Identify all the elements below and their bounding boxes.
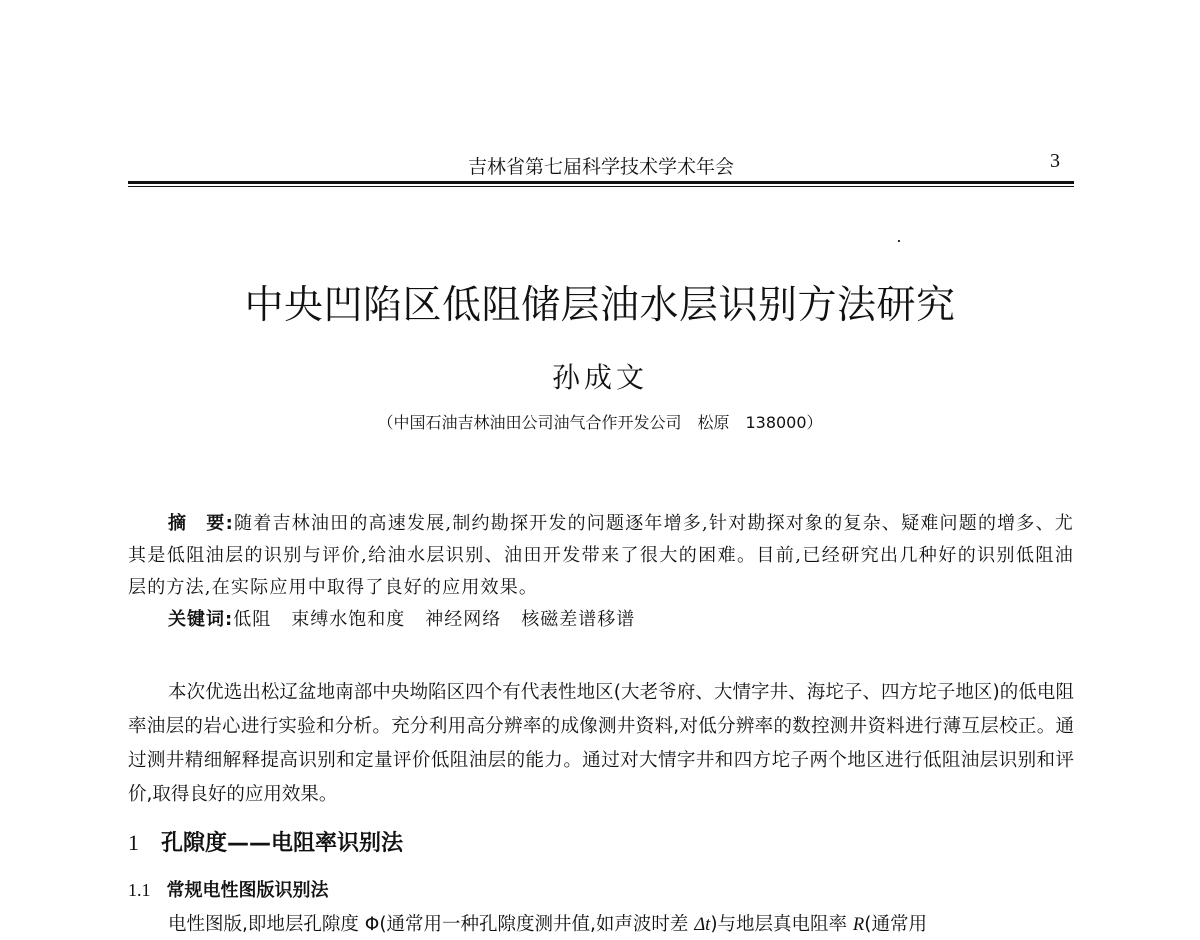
running-header [128,146,1074,186]
cut-line-part3: (通常用 [864,914,927,935]
abstract-label: 摘 要: [168,513,235,534]
keyword-item: 束缚水饱和度 [291,609,406,630]
header-rule-thick [128,181,1074,184]
cut-line-part2: )与地层真电阻率 [710,914,853,935]
symbol-delta-t: Δt [694,915,711,935]
author-name: 孙成文 [551,361,648,394]
keywords-label: 关键词: [168,609,234,630]
scan-speck [898,240,900,242]
section-title: 孔隙度——电阻率识别法 [161,831,404,856]
intro-paragraph: 本次优选出松辽盆地南部中央坳陷区四个有代表性地区(大老爷府、大情字井、海坨子、四方坨子地区)的低电阻率油层的岩心进行实验和分析。充分利用高分辨率的成像测井资料,对低分辨率的数控测井资料进行薄互层校正。通过测井精细解释提高识别和定量评价低阻油层的能力。通过对大情字井和四方坨子两个地区进行低阻油层识别和评价,取得良好的应用效果。 [128,682,1074,805]
keyword-item: 低阻 [233,609,272,630]
cut-line-part1: 电性图版,即地层孔隙度 Φ(通常用一种孔隙度测井值,如声波时差 [168,914,695,935]
keyword-item: 核磁差谱移谱 [521,609,636,630]
keyword-item: 神经网络 [425,609,502,630]
subsection-number: 1.1 [128,880,151,900]
section-heading [128,826,403,857]
abstract-text: 随着吉林油田的高速发展,制约勘探开发的问题逐年增多,针对勘探对象的复杂、疑难问题的增多、尤其是低阻油层的识别与评价,给油水层识别、油田开发带来了很大的困难。目前,已经研究出几种好的识别低阻油层的方法,在实际应用中取得了良好的应用效果。 [128,513,1074,598]
truncated-body-line [168,910,927,940]
keywords [168,604,655,636]
paper-title: 中央凹陷区低阻储层油水层识别方法研究 [244,283,956,329]
section-number: 1 [128,830,139,855]
page-number: 3 [1050,150,1060,172]
header-rule-thin [128,186,1074,187]
symbol-r: R [852,915,865,935]
subsection-title: 常规电性图版识别法 [166,880,329,901]
running-title: 吉林省第七届科学技术学术年会 [467,156,734,178]
abstract [128,508,1074,604]
author-affiliation: （中国石油吉林油田公司油气合作开发公司 松原 138000） [377,413,823,432]
subsection-heading [128,876,329,902]
